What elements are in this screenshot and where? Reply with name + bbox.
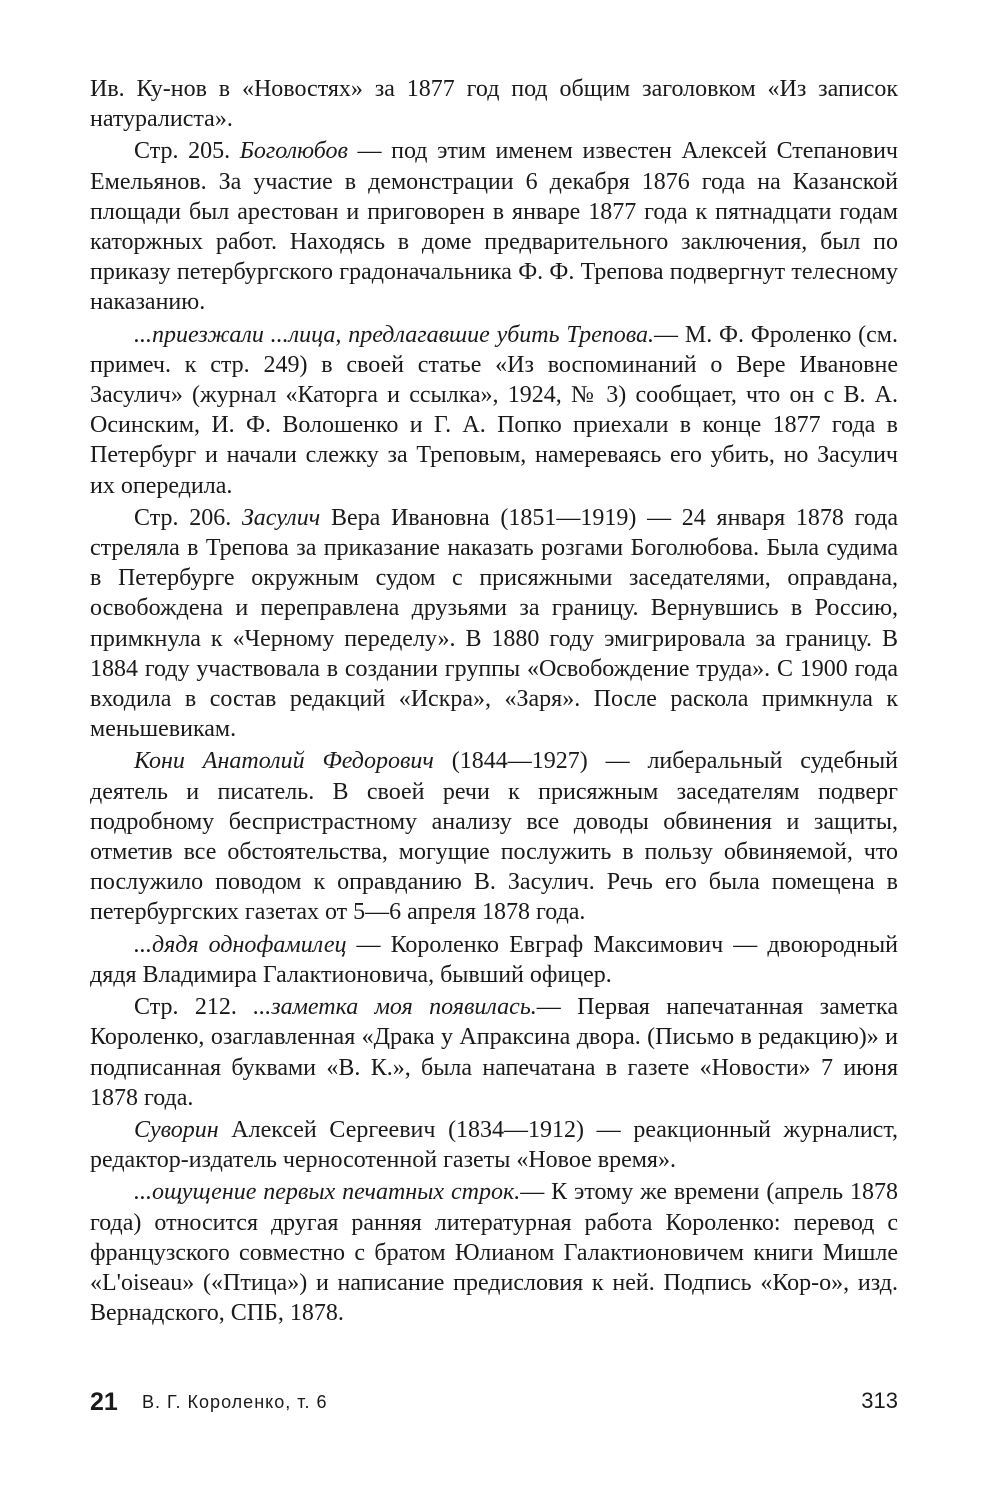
note-text: — Короленко Евграф Максимович — двоюродный дядя Владимира Галактионовича, бывший офицер. bbox=[90, 931, 898, 988]
note-term: ...заметка моя появилась. bbox=[253, 994, 537, 1021]
page-number: 313 bbox=[861, 1388, 898, 1413]
note-lead: Стр. 206. bbox=[134, 504, 242, 531]
note-text: — М. Ф. Фроленко (см. примеч. к стр. 249) в своей статье «Из воспоминаний о Вере Ивановне Засулич» (журнал «Каторга и ссылка», 1924, № 3) сообщает, что он с В. А. Осинским, И. Ф. Волошенко и Г. А. Попко приехали в конце 1877 года в Петербург и начали слежку за Треповым, намереваясь его убить, но Засулич их опередила. bbox=[90, 321, 898, 499]
paragraph-note bbox=[90, 320, 898, 501]
paragraph-note bbox=[90, 1177, 898, 1328]
paragraph-note bbox=[90, 746, 898, 927]
paragraph-note bbox=[90, 136, 898, 317]
note-text: — под этим именем известен Алексей Степанович Емельянов. За участие в демонстрации 6 декабря 1876 года на Казанской площади был арестован и приговорен в январе 1877 года к пятнадцати годам каторжных работ. Находясь в доме предварительного заключения, был по приказу петербургского градоначальника Ф. Ф. Трепова подвергнут телесному наказанию. bbox=[90, 138, 898, 316]
page-body bbox=[90, 74, 898, 1328]
signature-number: 21 bbox=[90, 1388, 118, 1416]
note-term: ...ощущение первых печатных строк. bbox=[134, 1179, 521, 1206]
note-lead: Стр. 205. bbox=[134, 138, 240, 165]
note-text: Алексей Сергеевич (1834—1912) — реакционный журналист, редактор-издатель черносотенной газеты «Новое время». bbox=[90, 1116, 898, 1174]
paragraph-note bbox=[90, 992, 898, 1113]
note-text: Вера Ивановна (1851—1919) — 24 января 1878 года стреляла в Трепова за приказание наказать розгами Боголюбова. Была судима в Петербурге окружным судом с присяжными заседателями, оправдана, освобождена и переправлена друзьями за границу. Вернувшись в Россию, примкнула к «Черному переделу». В 1880 году эмигрировала за границу. В 1884 году участвовала в создании группы «Освобождение труда». С 1900 года входила в состав редакций «Искра», «Заря». После раскола примкнула к меньшевикам. bbox=[90, 504, 898, 743]
note-term: Кони Анатолий Федорович bbox=[134, 748, 434, 775]
note-term: Засулич bbox=[241, 504, 321, 531]
paragraph-continuation bbox=[90, 74, 898, 134]
paragraph-text: Ив. Ку-нов в «Новостях» за 1877 год под общим заголовком «Из записок натуралиста». bbox=[90, 76, 898, 133]
paragraph-note bbox=[90, 930, 898, 990]
note-text: (1844—1927) — либеральный судебный деятель и писатель. В своей речи к присяжным заседателям подверг подробному беспристрастному анализу все доводы обвинения и защиты, отметив все обстоятельства, могущие послужить в пользу обвиняемой, что послужило поводом к оправданию В. Засулич. Речь его была помещена в петербургских газетах от 5—6 апреля 1878 года. bbox=[90, 748, 898, 926]
note-term: Боголюбов bbox=[239, 138, 348, 165]
note-text: — Первая напечатанная заметка Короленко, озаглавленная «Драка у Апраксина двора. (Письмо в редакцию)» и подписанная буквами «В. К.», была напечатана в газете «Новости» 7 июня 1878 года. bbox=[90, 994, 898, 1111]
paragraph-note bbox=[90, 503, 898, 745]
note-term: Суворин bbox=[134, 1116, 219, 1143]
note-term: ...приезжали ...лица, предлагавшие убить Трепова. bbox=[134, 321, 655, 348]
note-text: — К этому же времени (апрель 1878 года) относится другая ранняя литературная работа Короленко: перевод с французского совместно с братом Юлианом Галактионовичем книги Мишле «L'oiseau» («Птица») и написание предисловия к ней. Подпись «Кор-о», изд. Вернадского, СПБ, 1878. bbox=[90, 1179, 898, 1327]
note-lead: Стр. 212. bbox=[134, 994, 254, 1021]
paragraph-note bbox=[90, 1115, 898, 1175]
signature-text: В. Г. Короленко, т. 6 bbox=[142, 1392, 328, 1412]
note-term: ...дядя однофамилец bbox=[134, 931, 347, 958]
page-footer bbox=[90, 1388, 898, 1428]
